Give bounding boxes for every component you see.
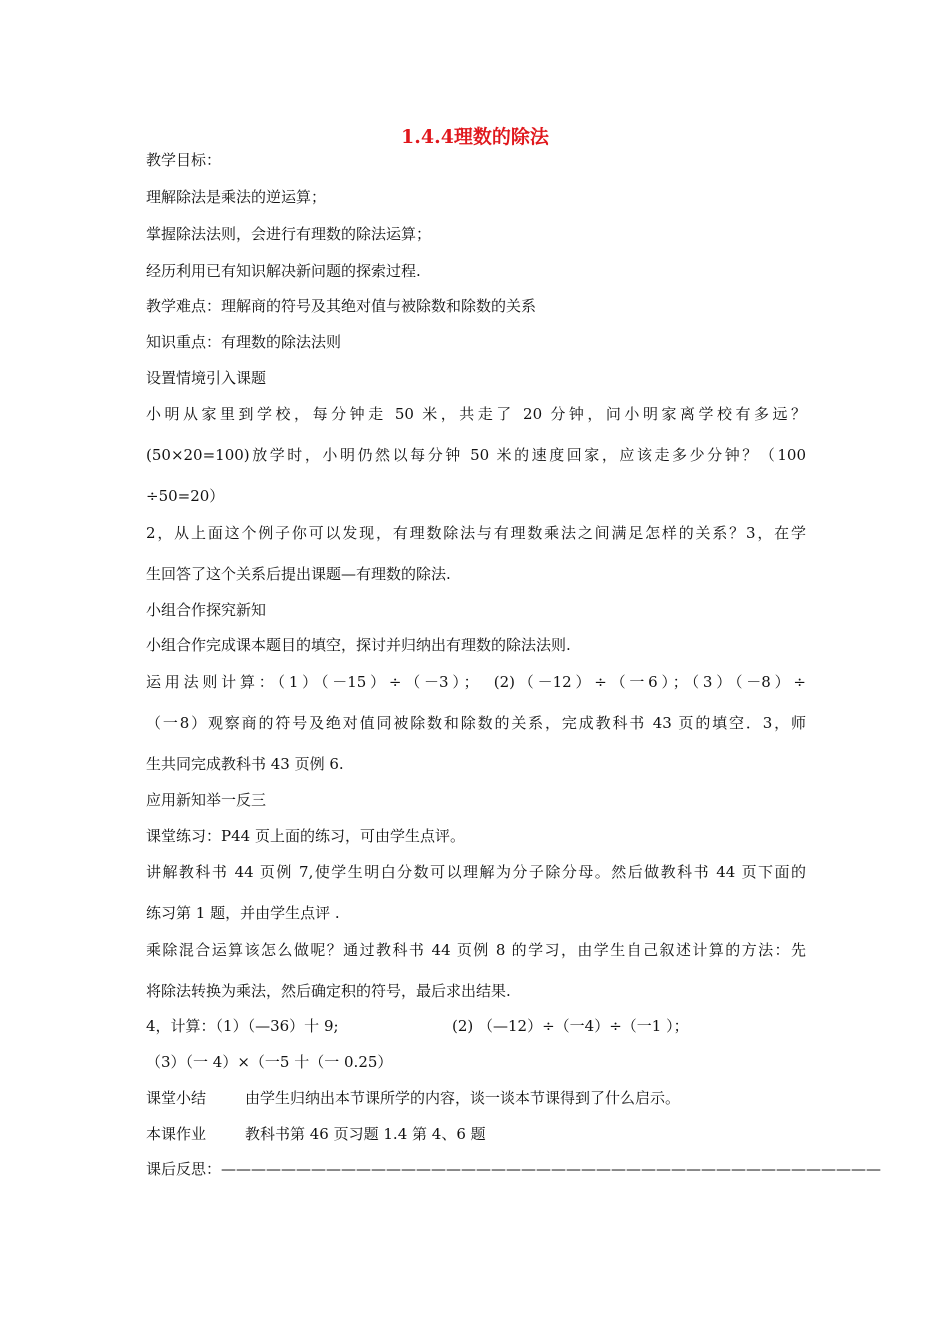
- text-line: (50×20=100)放学时，小明仍然以每分钟 50 米的速度回家，应该走多少分钟？（100: [146, 446, 806, 464]
- section-heading: 小组合作探究新知: [146, 601, 267, 619]
- text-line: 小组合作完成课本题目的填空，探讨并归纳出有理数的除法法则.: [146, 636, 571, 654]
- text-line: ÷50=20）: [146, 487, 225, 505]
- text-line: 由学生归纳出本节课所学的内容，谈一谈本节课得到了什么启示。: [245, 1089, 681, 1107]
- text-line: 教科书第 46 页习题 1.4 第 4、6 题: [245, 1125, 486, 1143]
- text-line: 教学目标：: [146, 151, 222, 169]
- text-line: 运用法则计算：（1）（－15）÷（－3）； (2)（－12）÷（一6）；（3）（－8）÷: [146, 673, 806, 691]
- text-line: 课堂练习：P44 页上面的练习，可由学生点评。: [146, 827, 465, 845]
- text-line: (2) （—12）÷（一4）÷（一1 ）；: [452, 1017, 689, 1035]
- section-label: 本课作业: [146, 1125, 207, 1143]
- text-line: 将除法转换为乘法，然后确定积的符号，最后求出结果.: [146, 982, 511, 1000]
- text-line: 小明从家里到学校，每分钟走 50 米，共走了 20 分钟，问小明家离学校有多远？: [146, 405, 806, 423]
- section-heading: 设置情境引入课题: [146, 369, 267, 387]
- text-line: 教学难点：理解商的符号及其绝对值与被除数和除数的关系: [146, 297, 537, 315]
- text-line: 经历利用已有知识解决新问题的探索过程.: [146, 262, 421, 280]
- text-line: 知识重点：有理数的除法法则: [146, 333, 342, 351]
- document-title: 1.4.4理数的除法: [401, 126, 549, 148]
- text-line: 掌握除法法则，会进行有理数的除法运算；: [146, 225, 432, 243]
- text-line: 2，从上面这个例子你可以发现，有理数除法与有理数乘法之间满足怎样的关系？3，在学: [146, 524, 806, 542]
- text-line: 理解除法是乘法的逆运算；: [146, 188, 327, 206]
- text-line: 练习第 1 题，并由学生点评 .: [146, 904, 340, 922]
- section-heading: 应用新知举一反三: [146, 791, 267, 809]
- text-line: 生共同完成教科书 43 页例 6.: [146, 755, 344, 773]
- text-line: 生回答了这个关系后提出课题—有理数的除法.: [146, 565, 451, 583]
- text-line: （一8）观察商的符号及绝对值同被除数和除数的关系，完成教科书 43 页的填空．3，师: [146, 714, 806, 732]
- section-label: 课堂小结: [146, 1089, 207, 1107]
- text-line: 乘除混合运算该怎么做呢？通过教科书 44 页例 8 的学习，由学生自己叙述计算的方法：先: [146, 941, 806, 959]
- text-line: 4，计算：（1）（—36）十 9;: [146, 1017, 339, 1035]
- reflection-line: 课后反思：————————————————————————————————————————————: [146, 1160, 882, 1178]
- text-line: （3）（一 4）×（一5 十（一 0.25）: [146, 1053, 393, 1071]
- text-line: 讲解教科书 44 页例 7,使学生明白分数可以理解为分子除分母。然后做教科书 44 页下面的: [146, 863, 806, 881]
